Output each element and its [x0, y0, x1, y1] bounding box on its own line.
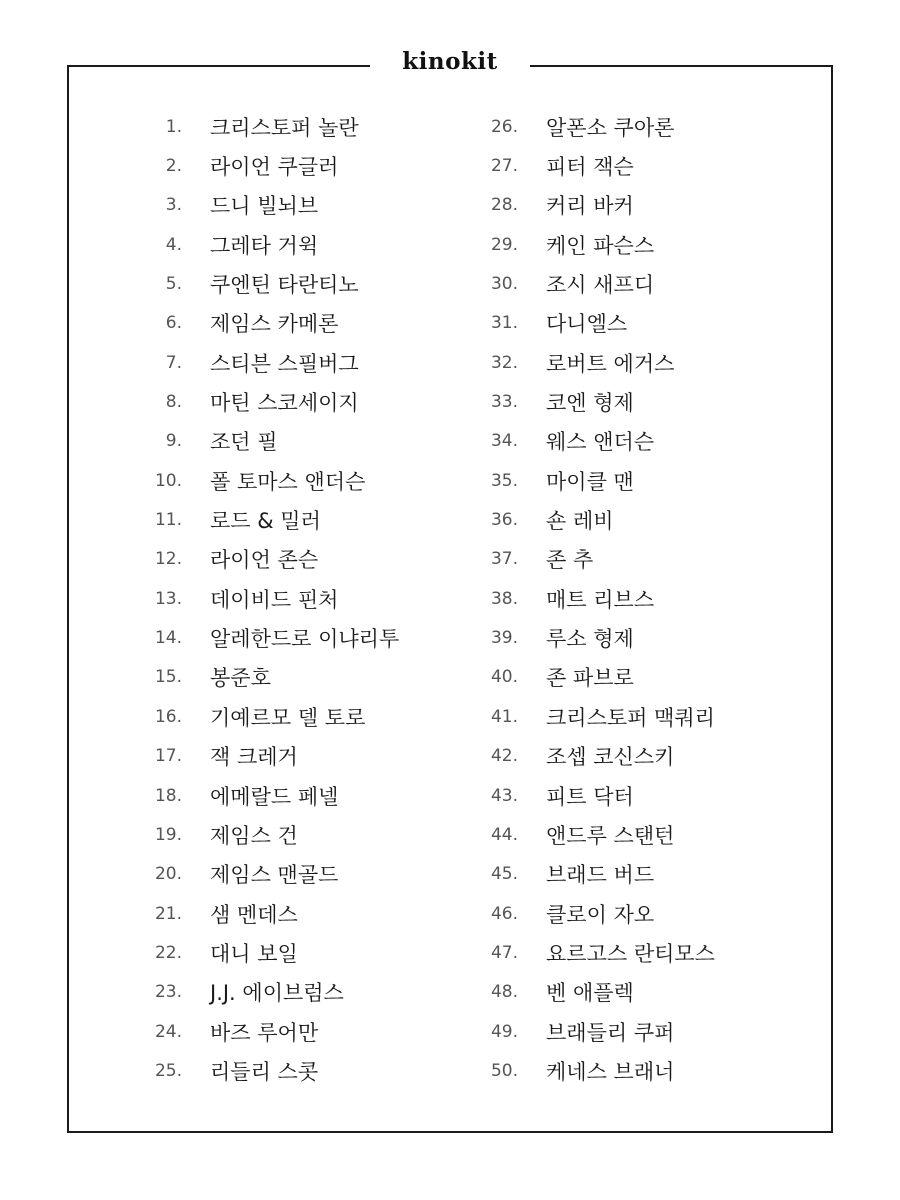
rank-number: 25.: [154, 1060, 182, 1081]
rank-number: 48.: [490, 982, 518, 1003]
rank-number: 12.: [154, 549, 182, 570]
list-item: [466, 973, 796, 1012]
list-item: [130, 776, 460, 815]
rank-number: 36.: [490, 510, 518, 531]
list-item: [466, 776, 796, 815]
rank-number: 15.: [154, 667, 182, 688]
list-item: [130, 697, 460, 736]
director-name: 알레한드로 이냐리투: [210, 627, 400, 652]
list-item: [130, 500, 460, 539]
director-name: 봉준호: [210, 666, 271, 691]
list-item: [130, 107, 460, 146]
rank-number: 39.: [490, 628, 518, 649]
list-item: [130, 973, 460, 1012]
director-name: 드니 빌뇌브: [210, 194, 319, 219]
rank-number: 17.: [154, 746, 182, 767]
director-name: 브래들리 쿠퍼: [546, 1020, 675, 1045]
rank-number: 35.: [490, 470, 518, 491]
director-name: 피트 닥터: [546, 784, 634, 809]
director-name: 마이클 맨: [546, 469, 634, 494]
rank-number: 28.: [490, 195, 518, 216]
director-name: 조시 새프디: [546, 273, 655, 298]
rank-number: 29.: [490, 234, 518, 255]
director-name: 벤 애플렉: [546, 981, 634, 1006]
rank-number: 8.: [165, 392, 182, 413]
list-item: [466, 500, 796, 539]
rank-number: 33.: [490, 392, 518, 413]
rank-number: 3.: [165, 195, 182, 216]
list-item: [130, 461, 460, 500]
list-item: [130, 422, 460, 461]
list-item: [130, 618, 460, 657]
directors-list-left: [130, 107, 460, 1091]
rank-number: 27.: [490, 156, 518, 177]
rank-number: 2.: [165, 156, 182, 177]
director-name: 에메랄드 페넬: [210, 784, 339, 809]
rank-number: 6.: [165, 313, 182, 334]
rank-number: 42.: [490, 746, 518, 767]
director-name: 코엔 형제: [546, 391, 634, 416]
director-name: 알폰소 쿠아론: [546, 115, 675, 140]
director-name: 대니 보일: [210, 941, 298, 966]
director-name: 앤드루 스탠턴: [546, 823, 675, 848]
director-name: 요르고스 란티모스: [546, 941, 715, 966]
director-name: 기예르모 델 토로: [210, 705, 366, 730]
rank-number: 19.: [154, 824, 182, 845]
director-name: 데이비드 핀처: [210, 587, 339, 612]
list-item: [466, 540, 796, 579]
rank-number: 9.: [165, 431, 182, 452]
director-name: 제임스 맨골드: [210, 863, 339, 888]
rank-number: 10.: [154, 470, 182, 491]
rank-number: 24.: [154, 1021, 182, 1042]
list-item: [130, 186, 460, 225]
director-name: 잭 크레거: [210, 745, 298, 770]
list-item: [130, 304, 460, 343]
director-name: 라이언 존슨: [210, 548, 319, 573]
rank-number: 30.: [490, 274, 518, 295]
rank-number: 32.: [490, 352, 518, 373]
rank-number: 26.: [490, 116, 518, 137]
list-item: [466, 304, 796, 343]
rank-number: 23.: [154, 982, 182, 1003]
rank-number: 45.: [490, 864, 518, 885]
rank-number: 7.: [165, 352, 182, 373]
list-item: [466, 933, 796, 972]
director-name: 조던 필: [210, 430, 278, 455]
list-item: [130, 264, 460, 303]
list-item: [130, 1051, 460, 1090]
list-item: [466, 186, 796, 225]
rank-number: 47.: [490, 942, 518, 963]
rank-number: 21.: [154, 903, 182, 924]
list-item: [466, 107, 796, 146]
list-item: [130, 540, 460, 579]
director-name: 케네스 브래너: [546, 1059, 675, 1084]
rank-number: 13.: [154, 588, 182, 609]
director-name: 마틴 스코세이지: [210, 391, 359, 416]
director-name: 크리스토퍼 맥쿼리: [546, 705, 715, 730]
director-name: 제임스 카메론: [210, 312, 339, 337]
rank-number: 22.: [154, 942, 182, 963]
list-item: [466, 855, 796, 894]
director-name: 존 파브로: [546, 666, 634, 691]
list-item: [466, 264, 796, 303]
rank-number: 16.: [154, 706, 182, 727]
list-item: [130, 894, 460, 933]
rank-number: 1.: [165, 116, 182, 137]
rank-number: 34.: [490, 431, 518, 452]
director-name: 존 추: [546, 548, 594, 573]
director-name: 그레타 거윅: [210, 233, 319, 258]
director-name: 제임스 건: [210, 823, 298, 848]
list-item: [466, 697, 796, 736]
list-item: [130, 343, 460, 382]
director-name: 피터 잭슨: [546, 155, 634, 180]
rank-number: 5.: [165, 274, 182, 295]
director-name: 로버트 에거스: [546, 351, 675, 376]
directors-list-right: [466, 107, 796, 1091]
director-name: 웨스 앤더슨: [546, 430, 655, 455]
director-name: 케인 파슨스: [546, 233, 655, 258]
list-item: [130, 382, 460, 421]
director-name: 스티븐 스필버그: [210, 351, 359, 376]
rank-number: 44.: [490, 824, 518, 845]
rank-number: 49.: [490, 1021, 518, 1042]
list-item: [466, 422, 796, 461]
director-name: J.J. 에이브럼스: [210, 981, 344, 1006]
list-item: [466, 894, 796, 933]
director-name: 루소 형제: [546, 627, 634, 652]
list-item: [130, 855, 460, 894]
list-item: [466, 658, 796, 697]
director-name: 쿠엔틴 타란티노: [210, 273, 359, 298]
director-name: 바즈 루어만: [210, 1020, 319, 1045]
list-item: [130, 225, 460, 264]
list-item: [466, 1012, 796, 1051]
list-item: [130, 933, 460, 972]
list-item: [466, 815, 796, 854]
director-name: 라이언 쿠글러: [210, 155, 339, 180]
director-name: 매트 리브스: [546, 587, 655, 612]
rank-number: 31.: [490, 313, 518, 334]
rank-number: 40.: [490, 667, 518, 688]
rank-number: 50.: [490, 1060, 518, 1081]
rank-number: 18.: [154, 785, 182, 806]
rank-number: 41.: [490, 706, 518, 727]
list-item: [466, 737, 796, 776]
rank-number: 38.: [490, 588, 518, 609]
director-name: 로드 & 밀러: [210, 509, 321, 534]
list-item: [466, 146, 796, 185]
director-name: 샘 멘데스: [210, 902, 298, 927]
list-item: [466, 461, 796, 500]
list-item: [130, 1012, 460, 1051]
list-item: [466, 579, 796, 618]
list-item: [130, 579, 460, 618]
rank-number: 14.: [154, 628, 182, 649]
list-item: [130, 658, 460, 697]
list-item: [466, 618, 796, 657]
director-name: 크리스토퍼 놀란: [210, 115, 359, 140]
brand-logo: kinokit: [370, 42, 530, 82]
rank-number: 20.: [154, 864, 182, 885]
director-name: 폴 토마스 앤더슨: [210, 469, 366, 494]
director-name: 숀 레비: [546, 509, 614, 534]
rank-number: 4.: [165, 234, 182, 255]
director-name: 커리 바커: [546, 194, 634, 219]
director-name: 브래드 버드: [546, 863, 655, 888]
director-name: 리들리 스콧: [210, 1059, 319, 1084]
director-name: 클로이 자오: [546, 902, 655, 927]
director-name: 조셉 코신스키: [546, 745, 675, 770]
rank-number: 11.: [154, 510, 182, 531]
rank-number: 37.: [490, 549, 518, 570]
list-item: [466, 225, 796, 264]
list-item: [130, 146, 460, 185]
list-item: [130, 737, 460, 776]
director-name: 다니엘스: [546, 312, 628, 337]
list-item: [466, 382, 796, 421]
list-item: [466, 343, 796, 382]
list-item: [466, 1051, 796, 1090]
rank-number: 46.: [490, 903, 518, 924]
rank-number: 43.: [490, 785, 518, 806]
list-item: [130, 815, 460, 854]
